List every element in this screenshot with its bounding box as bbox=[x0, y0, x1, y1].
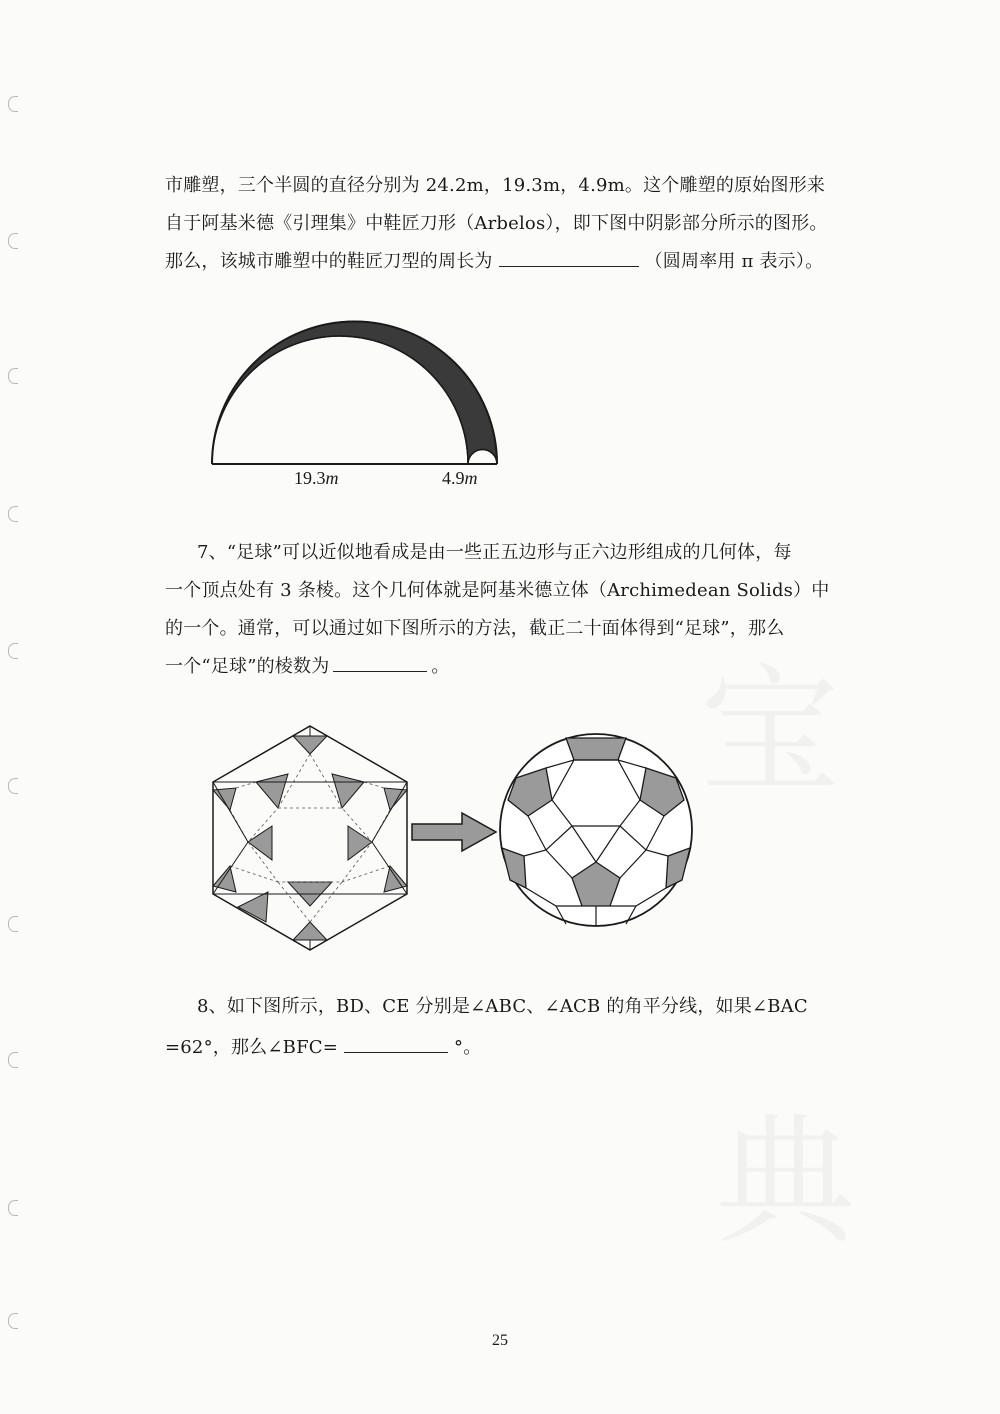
label-small-value: 4.9 bbox=[442, 468, 465, 488]
label-medium-value: 19.3 bbox=[294, 468, 326, 488]
page-number: 25 bbox=[492, 1332, 508, 1349]
problem7-line4-prefix: 一个“足球”的棱数为 bbox=[165, 656, 330, 677]
soccer-ball-figure bbox=[496, 730, 696, 930]
problem6-line3-prefix: 那么，该城市雕塑中的鞋匠刀型的周长为 bbox=[165, 251, 493, 272]
binder-hole bbox=[8, 916, 18, 932]
answer-blank-perimeter[interactable] bbox=[499, 250, 639, 267]
binder-hole bbox=[8, 233, 18, 249]
problem6-line3-suffix: （圆周率用 π 表示）。 bbox=[644, 251, 824, 272]
binder-hole bbox=[8, 506, 18, 522]
problem8-line2-suffix: °。 bbox=[454, 1037, 482, 1058]
problem7-line1: 7、“足球”可以近似地看成是由一些正五边形与正六边形组成的几何体，每 bbox=[197, 542, 792, 563]
answer-blank-angle[interactable] bbox=[344, 1036, 448, 1053]
answer-blank-edges[interactable] bbox=[333, 655, 427, 672]
watermark-glyph: 典 bbox=[715, 1101, 856, 1264]
corner-triangles bbox=[213, 736, 407, 940]
problem6-line3 bbox=[165, 250, 823, 274]
binder-hole bbox=[8, 643, 18, 659]
label-medium-diameter bbox=[294, 468, 339, 489]
problem8-line2-prefix: =62°，那么∠BFC= bbox=[165, 1037, 339, 1058]
binder-hole bbox=[8, 368, 18, 384]
arbelos-shaded-region bbox=[212, 322, 497, 465]
label-small-diameter bbox=[442, 468, 478, 489]
problem7-line2: 一个顶点处有 3 条棱。这个几何体就是阿基米德立体（Archimedean Solids）中 bbox=[165, 580, 830, 601]
problem7-line4-suffix: 。 bbox=[431, 656, 450, 677]
binder-hole bbox=[8, 1313, 18, 1329]
binder-hole bbox=[8, 1200, 18, 1216]
problem7-line4 bbox=[165, 655, 450, 679]
binder-hole bbox=[8, 1052, 18, 1068]
watermark-glyph: 宝 bbox=[700, 651, 841, 814]
problem8-line1: 8、如下图所示，BD、CE 分别是∠ABC、∠ACB 的角平分线，如果∠BAC bbox=[197, 996, 808, 1017]
problem8-line2 bbox=[165, 1036, 481, 1060]
label-medium-unit: m bbox=[325, 468, 339, 488]
transform-arrow bbox=[410, 810, 500, 854]
solid-face-edges bbox=[213, 726, 407, 950]
problem7-line3: 的一个。通常，可以通过如下图所示的方法，截正二十面体得到“足球”，那么 bbox=[165, 618, 785, 639]
binder-hole bbox=[8, 96, 18, 112]
icosahedron-outline bbox=[213, 726, 407, 950]
binder-holes bbox=[8, 0, 28, 1414]
truncated-icosahedron-construction bbox=[208, 722, 413, 952]
problem6-line2: 自于阿基米德《引理集》中鞋匠刀形（Arbelos），即下图中阴影部分所示的图形。 bbox=[165, 213, 828, 234]
arrow-shape bbox=[412, 813, 496, 851]
problem6-line1: 市雕塑，三个半圆的直径分别为 24.2m，19.3m，4.9m。这个雕塑的原始图形来 bbox=[165, 175, 826, 196]
binder-hole bbox=[8, 778, 18, 794]
label-small-unit: m bbox=[464, 468, 478, 488]
